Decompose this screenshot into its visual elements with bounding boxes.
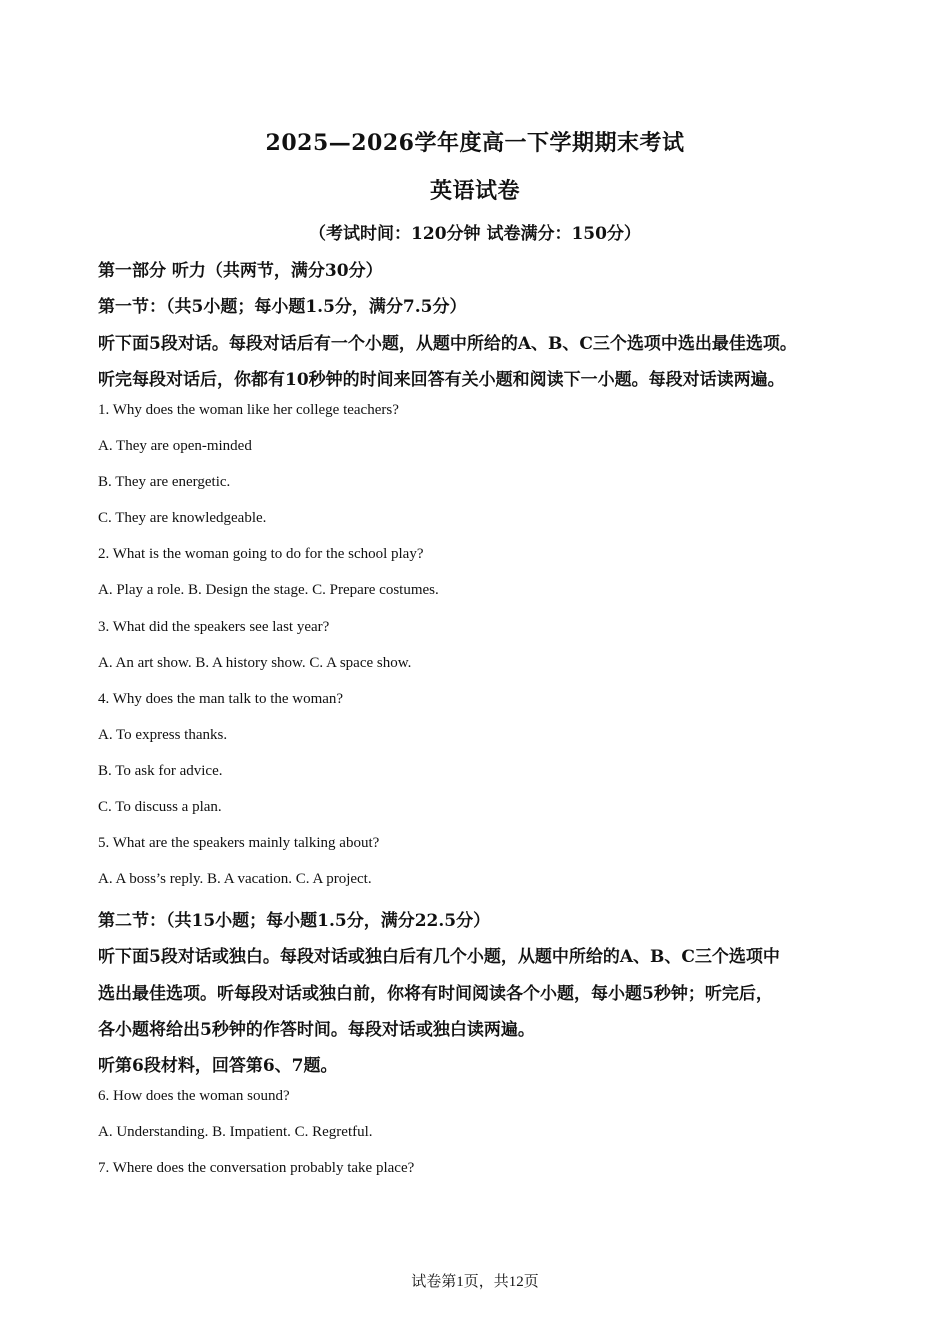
exam-info: （考试时间：120分钟 试卷满分：150分）: [309, 224, 641, 244]
option-line: A. To express thanks.: [98, 727, 228, 743]
section1-instruction: 听完每段对话后，你都有10秒钟的时间来回答有关小题和阅读下一小题。每段对话读两遍。: [98, 370, 785, 390]
option-line: C. To discuss a plan.: [98, 799, 222, 815]
section2-instruction: 各小题将给出5秒钟的作答时间。每段对话或独白读两遍。: [98, 1020, 535, 1040]
page-footer: 试卷第1页，共12页: [411, 1274, 539, 1290]
option-line: B. They are energetic.: [98, 474, 231, 490]
option-line: A. Play a role. B. Design the stage. C. Prepare costumes.: [98, 582, 439, 598]
question-line: 1. Why does the woman like her college teachers?: [98, 402, 399, 418]
question-line: 3. What did the speakers see last year?: [98, 619, 330, 635]
section1-instruction: 听下面5段对话。每段对话后有一个小题，从题中所给的A、B、C三个选项中选出最佳选项。: [98, 334, 797, 354]
option-line: C. They are knowledgeable.: [98, 510, 267, 526]
question-line: 2. What is the woman going to do for the school play?: [98, 546, 424, 562]
question-line: 4. Why does the man talk to the woman?: [98, 691, 344, 707]
option-line: A. An art show. B. A history show. C. A space show.: [98, 655, 412, 671]
question-line: 7. Where does the conversation probably take place?: [98, 1160, 415, 1176]
section2-instruction: 听下面5段对话或独白。每段对话或独白后有几个小题，从题中所给的A、B、C三个选项中: [98, 947, 780, 967]
material-heading: 听第6段材料，回答第6、7题。: [98, 1056, 338, 1076]
question-line: 6. How does the woman sound?: [98, 1088, 290, 1104]
option-line: A. They are open-minded: [98, 438, 252, 454]
section2-instruction: 选出最佳选项。听每段对话或独白前，你将有时间阅读各个小题，每小题5秒钟；听完后，: [98, 984, 773, 1004]
part1-heading: 第一部分 听力（共两节，满分30分）: [98, 261, 383, 281]
option-line: A. Understanding. B. Impatient. C. Regretful.: [98, 1124, 373, 1140]
subject-title: 英语试卷: [429, 178, 520, 204]
section1-heading: 第一节：（共5小题；每小题1.5分，满分7.5分）: [98, 297, 467, 317]
exam-title: 2025—2026学年度高一下学期期末考试: [265, 130, 685, 156]
question-line: 5. What are the speakers mainly talking about?: [98, 835, 380, 851]
option-line: B. To ask for advice.: [98, 763, 223, 779]
section2-heading: 第二节：（共15小题；每小题1.5分，满分22.5分）: [98, 911, 491, 931]
option-line: A. A boss’s reply. B. A vacation. C. A project.: [98, 871, 372, 887]
